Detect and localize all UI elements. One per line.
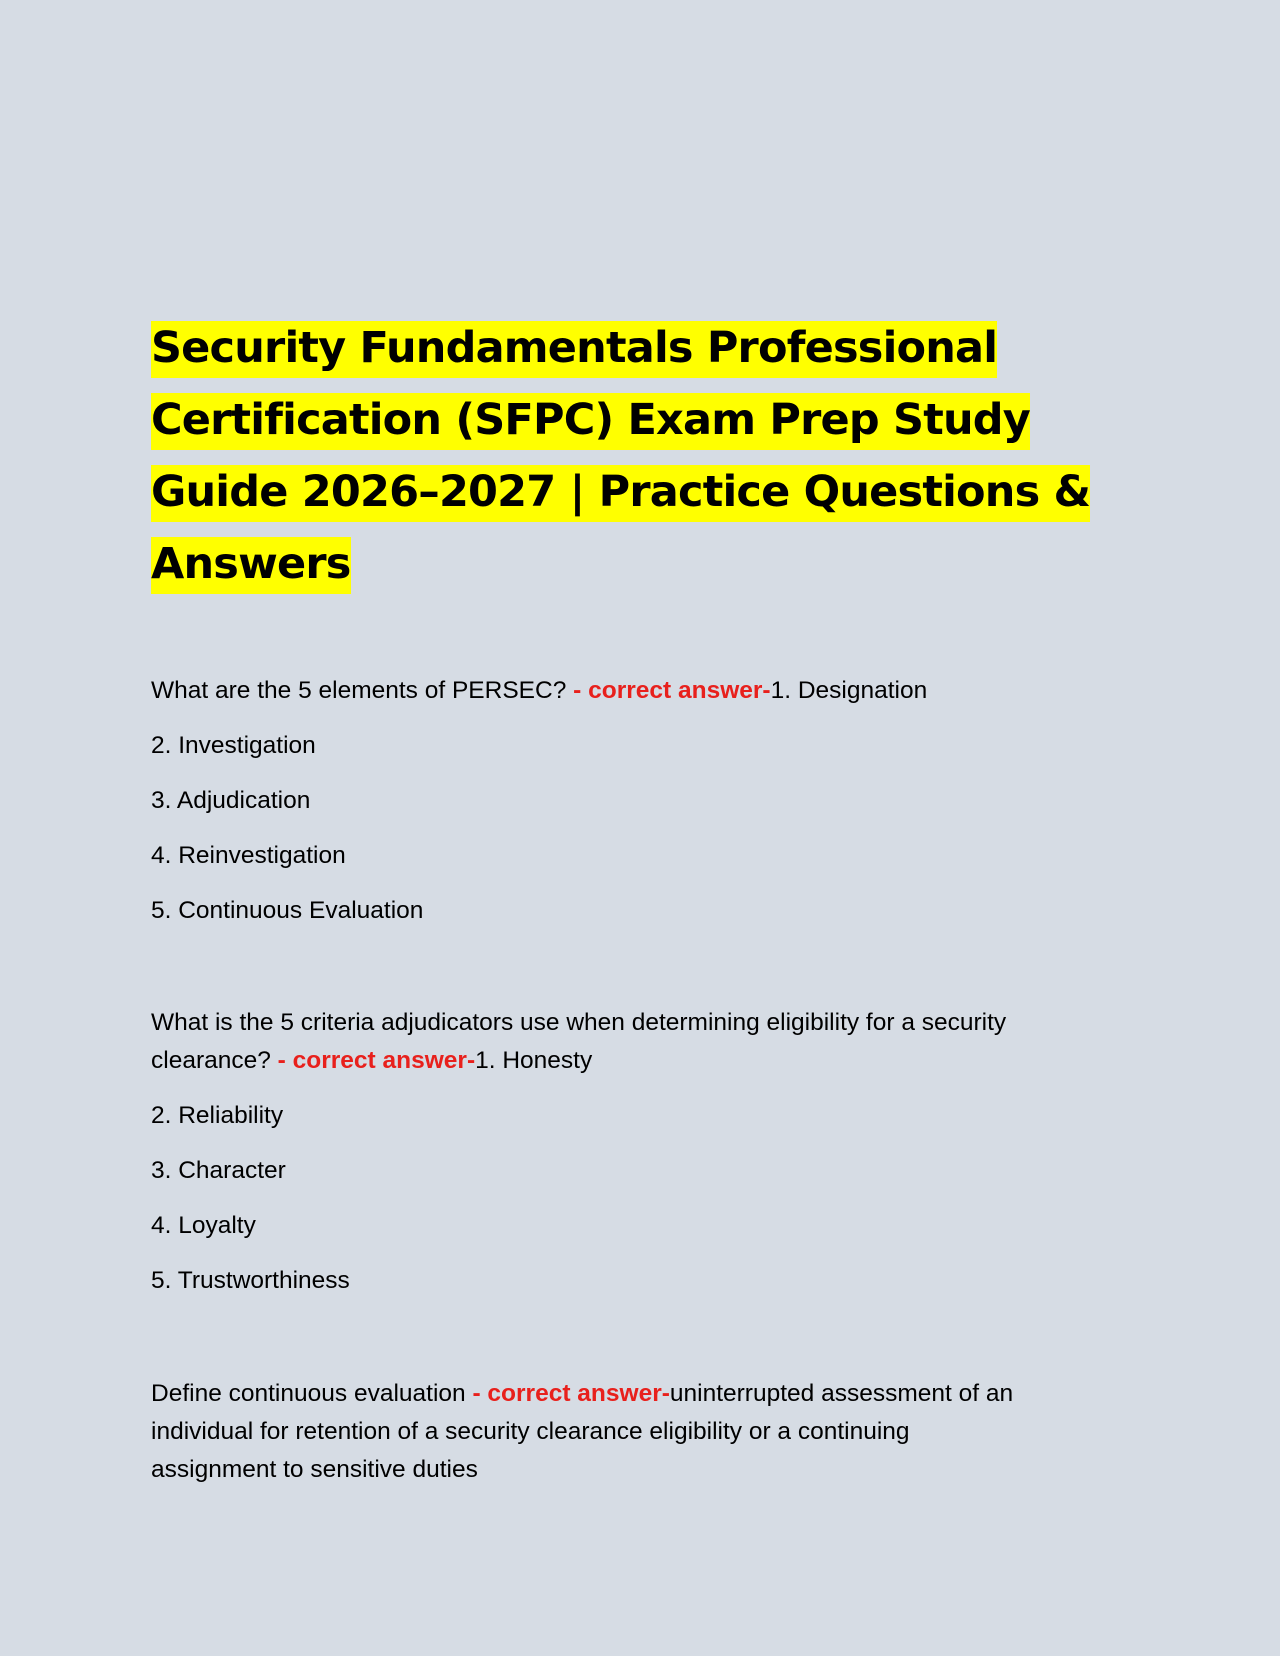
qa-block-continuous-evaluation — [151, 1375, 1131, 1489]
question-line — [151, 1042, 1131, 1080]
qa-block-adjudication-criteria — [151, 1004, 1131, 1317]
list-item: 3. Adjudication — [151, 787, 311, 814]
document-page — [151, 312, 1131, 1483]
document-title — [151, 312, 1091, 600]
title-line-4-text: Answers — [151, 537, 351, 594]
title-line-1 — [151, 312, 1081, 384]
title-line-2 — [151, 384, 1081, 456]
correct-answer-marker: - correct answer- — [277, 1047, 476, 1074]
answer-text: 1. Designation — [770, 677, 928, 704]
answer-line: assignment to sensitive duties — [151, 1456, 478, 1483]
answer-text: 1. Honesty — [475, 1047, 593, 1074]
list-item: 5. Continuous Evaluation — [151, 897, 424, 924]
list-item: 4. Reinvestigation — [151, 842, 346, 869]
correct-answer-marker: - correct answer- — [573, 677, 771, 704]
list-item: 2. Investigation — [151, 732, 316, 759]
title-line-4 — [151, 528, 1081, 600]
correct-answer-marker: - correct answer- — [472, 1380, 670, 1407]
question-text: Define continuous evaluation — [151, 1380, 473, 1407]
qa-block-persec — [151, 672, 1131, 947]
answer-line: individual for retention of a security clearance eligibility or a continuing — [151, 1418, 910, 1445]
question-line — [151, 1375, 1131, 1413]
title-line-3 — [151, 456, 1091, 528]
title-line-3-text: Guide 2026–2027 | Practice Questions & — [151, 465, 1090, 522]
question-line: What is the 5 criteria adjudicators use when determining eligibility for a security — [151, 1009, 1007, 1036]
title-line-2-text: Certification (SFPC) Exam Prep Study — [151, 393, 1030, 450]
question-text: clearance? — [151, 1047, 278, 1074]
list-item: 3. Character — [151, 1157, 286, 1184]
list-item: 5. Trustworthiness — [151, 1267, 350, 1294]
answer-text: uninterrupted assessment of an — [669, 1380, 1014, 1407]
list-item: 4. Loyalty — [151, 1212, 256, 1239]
question-line — [151, 672, 1131, 710]
title-line-1-text: Security Fundamentals Professional — [151, 321, 997, 378]
question-text: What are the 5 elements of PERSEC? — [151, 677, 574, 704]
list-item: 2. Reliability — [151, 1102, 284, 1129]
